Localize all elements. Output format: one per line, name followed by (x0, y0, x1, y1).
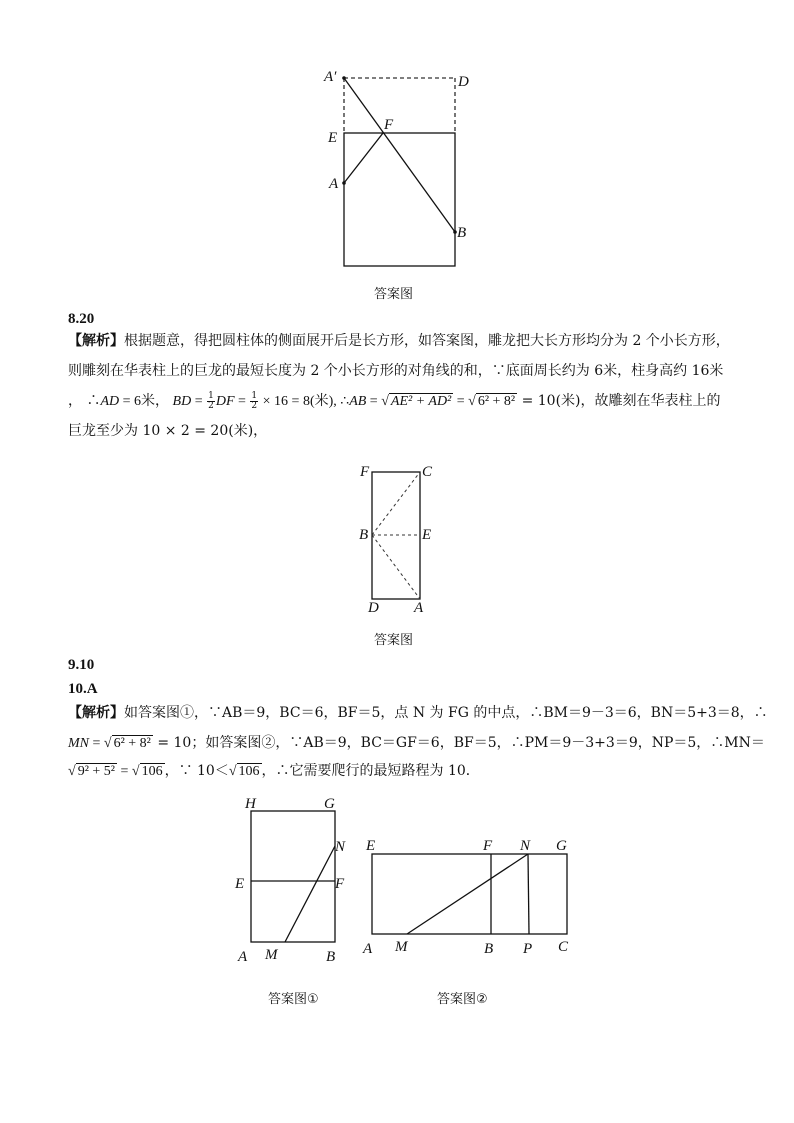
bd-value: × 16 = 8(米), ∴ (259, 394, 350, 409)
sqrt-sign-2: √ (68, 764, 76, 779)
point-a-prime (342, 76, 346, 80)
var-ab: AB (349, 394, 367, 409)
unfolded-rect (251, 811, 335, 942)
therefore-text: ， ∴ (68, 393, 101, 409)
label-f: F (360, 464, 370, 480)
frac-denominator: 2 (208, 400, 214, 411)
equals-4: = (453, 394, 469, 409)
compare-text: ，∵ 10＜ (164, 763, 229, 779)
figure-4-caption: 答案图② (437, 992, 488, 1007)
segment-a-prime-b (344, 78, 455, 232)
label-e: E (366, 838, 376, 854)
label-d: D (368, 600, 379, 616)
problem-8-number: 8.20 (68, 311, 95, 327)
sqrt-ae-ad: AE² + AD² (390, 394, 452, 409)
analysis-tag: 【解析】 (68, 705, 124, 721)
label-n: N (335, 839, 346, 855)
fraction-half-2 (250, 392, 258, 411)
sqrt-106-a: 106 (141, 764, 163, 779)
var-mn: MN (68, 736, 89, 751)
dashed-b-a (372, 535, 420, 599)
analysis-tag: 【解析】 (68, 333, 124, 349)
problem-10-text-2: = 10；如答案图②，∵AB＝9，BC＝GF＝6，BF＝5，∴PM＝9－3+3＝9，NP＝5，∴MN＝ (152, 735, 765, 751)
label-b: B (457, 225, 467, 241)
label-p: P (523, 941, 533, 957)
figure-2-diagram (355, 460, 440, 618)
label-e: E (422, 527, 432, 543)
label-f: F (384, 117, 394, 133)
var-df: DF (215, 394, 235, 409)
problem-8-line-3 (68, 391, 728, 412)
label-a: A (363, 941, 373, 957)
frac-numerator-2: 1 (251, 390, 258, 401)
equals-1: = (89, 736, 104, 751)
segment-m-n (407, 854, 528, 934)
sqrt-106-b: 106 (238, 764, 260, 779)
label-b: B (326, 949, 336, 965)
figure-3-caption: 答案图① (268, 992, 319, 1007)
segment-m-n (285, 846, 335, 942)
problem-10-line-1 (68, 703, 768, 723)
label-f: F (483, 838, 493, 854)
var-bd: BD (172, 394, 192, 409)
label-d: D (458, 74, 469, 90)
segment-n-p (528, 854, 529, 934)
segment-a-f (344, 133, 383, 183)
label-f: F (335, 876, 345, 892)
sqrt-9-5: 9² + 5² (77, 764, 115, 779)
problem-8-line-1 (68, 331, 728, 351)
label-m: M (395, 939, 408, 955)
dashed-b-c (372, 472, 420, 535)
frac-numerator: 1 (208, 390, 214, 401)
label-e: E (235, 876, 245, 892)
figure-1-diagram (320, 66, 480, 272)
sqrt-6-8: 6² + 8² (113, 736, 151, 751)
point-a (342, 181, 346, 185)
conclusion-text: ，∴它需要爬行的最短路程为 10． (261, 763, 480, 779)
sqrt-6-8: 6² + 8² (477, 394, 516, 409)
cylinder-unfolded-rect (344, 133, 455, 266)
problem-8-line-4: 巨龙至少为 10 × 2 = 20(米)， (68, 423, 268, 439)
label-b: B (484, 941, 494, 957)
sqrt-sign-2: √ (468, 394, 476, 409)
figure-2-caption: 答案图 (374, 633, 414, 648)
label-a: A (329, 176, 339, 192)
problem-10-line-3 (68, 761, 728, 782)
unfolded-rect (372, 854, 567, 934)
problem-9-number: 9.10 (68, 657, 95, 673)
equals-3: = (366, 394, 382, 409)
label-a: A (238, 949, 248, 965)
label-g: G (324, 796, 335, 812)
label-b: B (359, 527, 369, 543)
label-e: E (328, 130, 338, 146)
label-n: N (520, 838, 531, 854)
sqrt-sign-1: √ (103, 736, 112, 751)
sqrt-sign-4: √ (228, 764, 237, 779)
sqrt-sign-3: √ (131, 764, 140, 779)
label-h: H (245, 796, 256, 812)
frac-denominator-2: 2 (251, 400, 258, 411)
problem-10-line-2 (68, 733, 765, 754)
ad-value: = 6米， (119, 394, 173, 409)
label-g: G (556, 838, 567, 854)
label-c: C (422, 464, 433, 480)
equals-2: = (116, 764, 132, 779)
problem-10-text-1: 如答案图①，∵AB＝9，BC＝6，BF＝5，点 N 为 FG 的中点，∴BM＝9－3＝6，BN＝5+3＝8，∴ (124, 705, 768, 721)
problem-10-number: 10.A (68, 681, 98, 697)
label-a: A (414, 600, 424, 616)
problem-8-line-2: 则雕刻在华表柱上的巨龙的最短长度为 2 个小长方形的对角线的和，∵底面周长约为 6米，柱身高约 16米 (68, 363, 724, 379)
figure-4-diagram (355, 833, 585, 963)
var-ad: AD (100, 394, 120, 409)
figure-1-caption: 答案图 (374, 287, 414, 302)
ab-value: = 10(米)，故雕刻在华表柱上的 (517, 393, 721, 409)
label-a-prime: A′ (324, 69, 337, 85)
problem-8-text-1: 根据题意，得把圆柱体的侧面展开后是长方形，如答案图，雕龙把大长方形均分为 2 个小长方形， (124, 333, 730, 349)
equals-1: = (191, 394, 207, 409)
figure-3-diagram (228, 795, 353, 970)
label-m: M (265, 947, 278, 963)
sqrt-sign-1: √ (381, 394, 389, 409)
equals-2: = (234, 394, 250, 409)
fraction-half (207, 392, 215, 411)
label-c: C (558, 939, 569, 955)
